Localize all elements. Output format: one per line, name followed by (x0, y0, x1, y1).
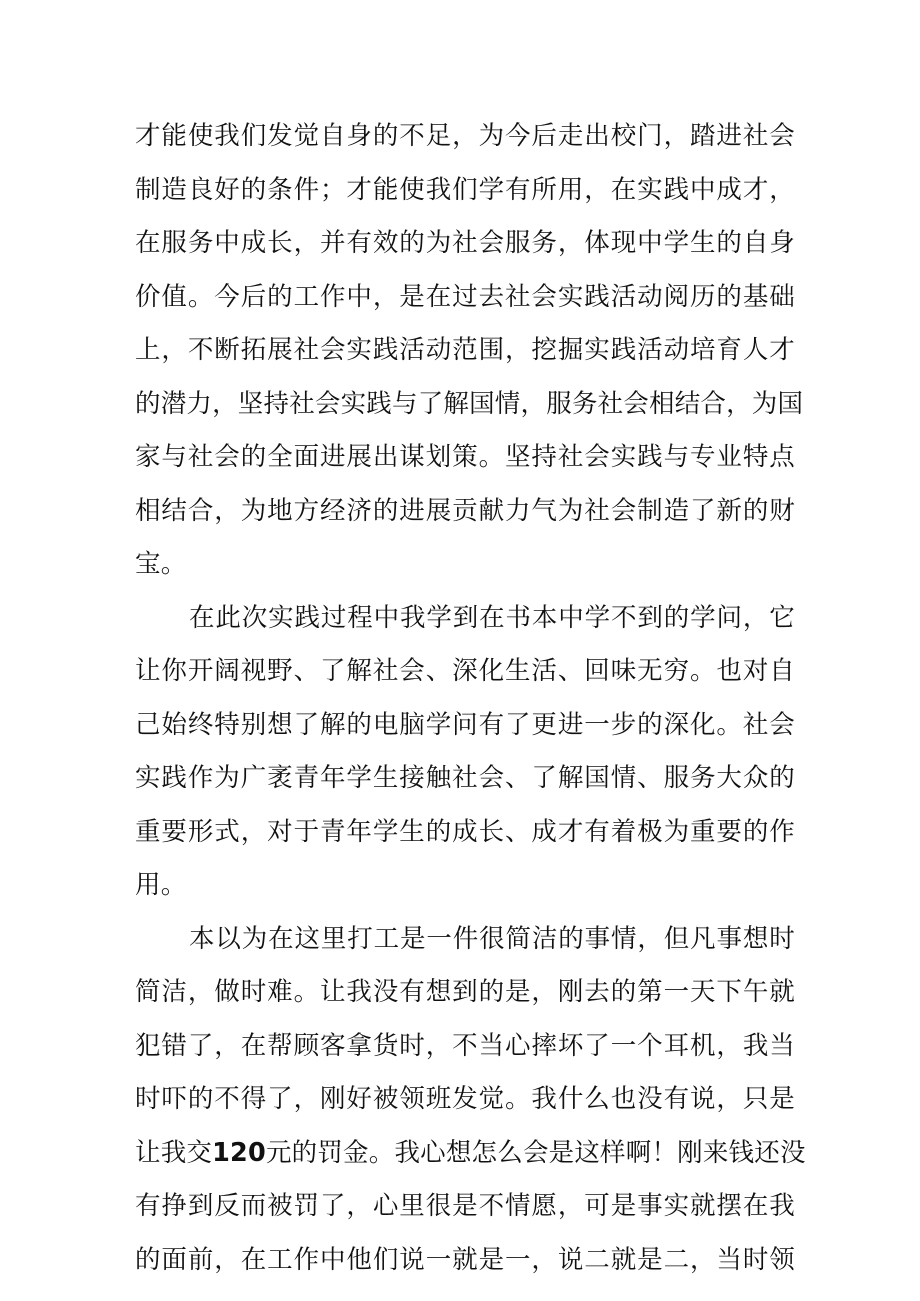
text-line: 的面前，在工作中他们说一就是一，说二就是二，当时领 (135, 1244, 795, 1275)
text-line: 时吓的不得了，刚好被领班发觉。我什么也没有说，只是 (135, 1084, 795, 1114)
paragraph-2 (135, 592, 795, 913)
text-line: 实践作为广袤青年学生接触社会、了解国情、服务大众的 (135, 763, 795, 793)
text-line: 在此次实践过程中我学到在书本中学不到的学问，它 (189, 602, 795, 633)
paragraph-1 (135, 110, 804, 592)
text-line: 重要形式，对于青年学生的成长、成才有着极为重要的作 (135, 816, 795, 847)
fine-line-before: 让我交 (135, 1137, 213, 1168)
text-line: 的潜力，坚持社会实践与了解国情，服务社会相结合，为国 (135, 388, 804, 419)
text-line: 己始终特别想了解的电脑学问有了更进一步的深化。社会 (135, 709, 795, 740)
text-line: 犯错了，在帮顾客拿货时，不当心摔坏了一个耳机，我当 (135, 1030, 795, 1061)
text-line: 家与社会的全面进展出谋划策。坚持社会实践与专业特点 (135, 442, 795, 472)
text-line: 在服务中成长，并有效的为社会服务，体现中学生的自身 (135, 228, 795, 258)
fine-amount: 120 (212, 1137, 266, 1168)
fine-line-after: 元的罚金。我心想怎么会是这样啊！刚来钱还没 (265, 1137, 806, 1168)
document-body (135, 110, 806, 1287)
text-line: 宝。 (135, 549, 187, 579)
text-line: 让你开阔视野、了解社会、深化生活、回味无穷。也对自 (135, 656, 795, 686)
paragraph-3 (135, 913, 806, 1288)
text-line: 简洁，做时难。让我没有想到的是，刚去的第一天下午就 (135, 977, 795, 1007)
text-line: 相结合，为地方经济的进展贡献力气为社会制造了新的财 (135, 495, 795, 526)
text-line: 才能使我们发觉自身的不足，为今后走出校门，踏进社会 (135, 121, 795, 151)
text-line: 价值。今后的工作中，是在过去社会实践活动阅历的基础 (135, 281, 795, 312)
text-line-fine (135, 1127, 806, 1181)
text-line: 本以为在这里打工是一件很简洁的事情，但凡事想时 (189, 923, 795, 954)
text-line: 上，不断拓展社会实践活动范围，挖掘实践活动培育人才 (135, 335, 795, 365)
text-line: 用。 (135, 870, 187, 900)
text-line: 制造良好的条件；才能使我们学有所用，在实践中成才， (135, 174, 795, 205)
text-line: 有挣到反而被罚了，心里很是不情愿，可是事实就摆在我 (135, 1191, 795, 1221)
